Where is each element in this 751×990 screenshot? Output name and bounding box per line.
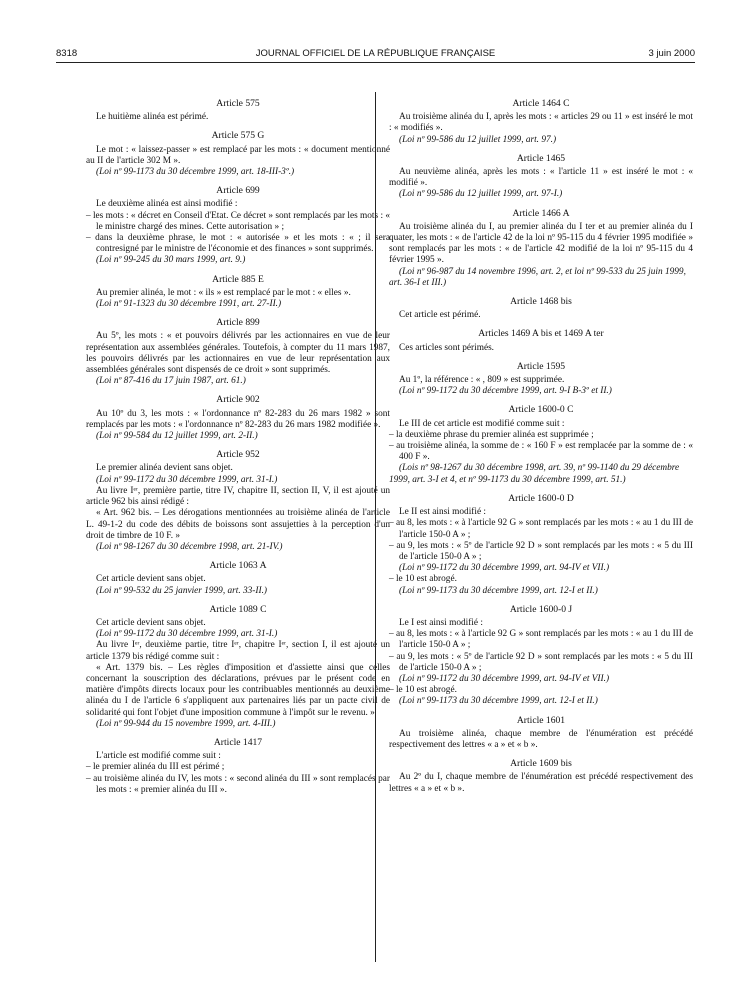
article-title: Article 1468 bis	[510, 296, 572, 308]
legal-reference: (Loi nº 99-584 du 12 juillet 1999, art. 2-II.)	[96, 431, 258, 442]
column-divider	[375, 92, 376, 962]
paragraph: Au premier alinéa, le mot : « ils » est remplacé par le mot : « elles ».	[96, 287, 351, 298]
right-column	[389, 98, 693, 802]
article-section	[86, 274, 390, 311]
article-title: Article 885 E	[212, 273, 264, 285]
article-title: Article 1600-0 C	[508, 404, 574, 416]
list-item: – le 10 est abrogé.	[389, 685, 457, 696]
left-column	[86, 98, 390, 803]
article-title: Article 952	[216, 449, 260, 461]
legal-reference: (Loi nº 99-532 du 25 janvier 1999, art. 33-II.)	[96, 585, 267, 596]
list-item: – le 10 est abrogé.	[389, 574, 457, 585]
list-item: – au troisième alinéa du IV, les mots : « second alinéa du III » sont remplacés par les mots : « premier alinéa du III ».	[86, 773, 390, 795]
article-title: Article 575	[216, 98, 260, 109]
list-item: – au 9, les mots : « 5º de l'article 92 D » sont remplacés par les mots : « 5 du III de l'article 150-0 A » ;	[389, 651, 693, 673]
article-title: Article 1600-0 J	[509, 603, 573, 615]
article-section	[86, 185, 390, 266]
article-section	[389, 208, 693, 289]
list-item: – la deuxième phrase du premier alinéa est supprimée ;	[389, 429, 594, 440]
article-section	[86, 394, 390, 442]
article-title: Article 575 G	[211, 130, 265, 142]
article-title: Article 899	[216, 317, 260, 329]
legal-reference: (Loi nº 99-586 du 12 juillet 1999, art. 97.)	[399, 134, 557, 145]
legal-reference: (Loi nº 99-1173 du 30 décembre 1999, art. 12-I et II.)	[399, 696, 598, 707]
article-title: Article 1417	[213, 736, 263, 748]
paragraph: Le II est ainsi modifié :	[399, 507, 487, 518]
article-title: Article 1063 A	[209, 560, 267, 572]
list-item: – dans la deuxième phrase, le mot : « autorisée » et les mots : « ; il sera contresigné par le ministre de l'économie et des finances » sont supprimés.	[86, 233, 390, 255]
article-section	[389, 404, 693, 485]
paragraph: Le I est ainsi modifié :	[399, 617, 483, 628]
article-title: Articles 1469 A bis et 1469 A ter	[478, 328, 604, 340]
paragraph: Au 5º, les mots : « et pouvoirs délivrés par les actionnaires en vue de leur représentation aux assemblées générales. Toutefois, à compter du 11 mars 1987, les pouvoirs délivrés par les actionnaires en vue de leur représentation aux assemblées générales sont dispensés de ce droit » sont supprimés.	[86, 331, 390, 376]
legal-reference: (Loi nº 91-1323 du 30 décembre 1991, art. 27-II.)	[96, 299, 282, 310]
paragraph: Cet article devient sans objet.	[96, 574, 206, 585]
list-item: – le premier alinéa du III est périmé ;	[86, 762, 225, 773]
paragraph: Le III de cet article est modifié comme suit :	[399, 418, 565, 429]
article-section	[389, 153, 693, 201]
paragraph: Au 1º, la référence : « , 809 » est supprimée.	[399, 375, 565, 386]
list-item: – au troisième alinéa, la somme de : « 160 F » est remplacée par la somme de : « 400 F ».	[389, 441, 693, 463]
article-title: Article 1466 A	[512, 207, 570, 219]
article-section	[86, 317, 390, 387]
paragraph: Le mot : « laissez-passer » est remplacé par les mots : « document mentionné au II de l'article 302 M ».	[86, 144, 390, 166]
article-section	[389, 604, 693, 708]
article-section	[86, 98, 390, 123]
paragraph: Ces articles sont périmés.	[399, 342, 495, 353]
paragraph: « Art. 962 bis. – Les dérogations mentionnées au troisième alinéa de l'article L. 49-1-2 du code des débits de boissons sont assujetties à la perception d'un droit de timbre de 10 F. »	[86, 508, 390, 541]
paragraph: Au troisième alinéa du I, après les mots : « articles 29 ou 11 » est inséré le mot : « modifiés ».	[389, 112, 693, 134]
article-section	[86, 130, 390, 178]
article-section	[389, 98, 693, 146]
article-title: Article 1464 C	[512, 98, 570, 109]
legal-reference: (Loi nº 99-1172 du 30 décembre 1999, art. 31-I.)	[96, 474, 278, 485]
paragraph: Au livre Iᵉʳ, première partie, titre IV, chapitre II, section II, V, il est ajouté un article 962 bis ainsi rédigé :	[86, 485, 390, 508]
article-title: Article 1595	[516, 360, 566, 372]
article-section	[86, 449, 390, 553]
publication-date: 3 juin 2000	[648, 48, 695, 59]
legal-reference: (Loi nº 99-586 du 12 juillet 1999, art. 97-I.)	[399, 189, 563, 200]
article-title: Article 1600-0 D	[508, 492, 574, 504]
page-number: 8318	[56, 48, 78, 59]
article-section	[389, 361, 693, 398]
article-section	[389, 758, 693, 795]
paragraph: Au troisième alinéa, chaque membre de l'énumération est précédé respectivement des lettres « a » et « b ».	[389, 728, 693, 750]
article-section	[86, 560, 390, 597]
list-item: – au 8, les mots : « à l'article 92 G » sont remplacés par les mots : « au 1 du III de l'article 150-0 A » ;	[389, 629, 693, 651]
paragraph: Au 10º du 3, les mots : « l'ordonnance nº 82-283 du 26 mars 1982 » sont remplacés par les mots : « l'ordonnance nº 82-283 du 26 mars 1982 modifiée ».	[86, 408, 390, 430]
article-title: Article 902	[216, 394, 260, 406]
legal-reference: (Loi nº 99-944 du 15 novembre 1999, art. 4-III.)	[96, 718, 276, 729]
paragraph: Cet article devient sans objet.	[96, 617, 206, 628]
legal-reference: (Loi nº 99-1172 du 30 décembre 1999, art. 94-IV et VII.)	[399, 673, 610, 684]
legal-reference: (Lois nº 98-1267 du 30 décembre 1998, art. 39, nº 99-1140 du 29 décembre 1999, art. 3-I et 4, et nº 99-1173 du 30 décembre 1999, art. 51.)	[389, 463, 680, 485]
legal-reference: (Loi nº 96-987 du 14 novembre 1996, art. 2, et loi nº 99-533 du 25 juin 1999, art. 36-I et III.)	[389, 266, 686, 288]
article-section	[389, 296, 693, 321]
legal-reference: (Loi nº 99-1172 du 30 décembre 1999, art. 31-I.)	[96, 629, 278, 640]
article-section	[86, 604, 390, 730]
list-item: – au 9, les mots : « 5º de l'article 92 D » sont remplacés par les mots : « 5 du III de l'article 150-0 A » ;	[389, 540, 693, 562]
article-section	[86, 737, 390, 796]
paragraph: L'article est modifié comme suit :	[96, 751, 221, 762]
legal-reference: (Loi nº 99-1172 du 30 décembre 1999, art. 94-IV et VII.)	[399, 563, 610, 574]
paragraph: Au 2º du I, chaque membre de l'énumération est précédé respectivement des lettres « a » et « b ».	[389, 772, 693, 794]
journal-title: JOURNAL OFFICIEL DE LA RÉPUBLIQUE FRANÇAISE	[255, 48, 496, 59]
legal-reference: (Loi nº 99-1173 du 30 décembre 1999, art. 12-I et II.)	[399, 585, 598, 596]
paragraph: Le premier alinéa devient sans objet.	[96, 463, 233, 474]
legal-reference: (Loi nº 99-1173 du 30 décembre 1999, art. 18-III-3º.)	[96, 167, 295, 178]
article-title: Article 1465	[516, 152, 566, 164]
paragraph: « Art. 1379 bis. – Les règles d'imposition et d'assiette ainsi que celles concernant la souscription des déclarations, prévues par le présent code en matière d'impôts directs locaux pour les contribuables mentionnés au deuxième alinéa du I de l'article 6 s'appliquent aux partenaires liés par un pacte civil de solidarité qui font l'objet d'une imposition commune à l'impôt sur le revenu. »	[86, 662, 390, 718]
article-title: Article 1089 C	[209, 603, 267, 615]
paragraph: Le huitième alinéa est périmé.	[96, 112, 209, 123]
page-header	[56, 48, 695, 63]
article-title: Article 699	[216, 185, 260, 197]
paragraph: Au troisième alinéa du I, au premier alinéa du I ter et au premier alinéa du I quater, les mots : « de l'article 42 de la loi nº 95-115 du 4 février 1995 modifiée » sont remplacés par les mots : « de l'article 42 modifié de la loi nº 95-115 du 4 février 1995 ».	[389, 221, 693, 266]
paragraph: Au livre Iᵉʳ, deuxième partie, titre Iᵉʳ, chapitre Iᵉʳ, section I, il est ajouté un article 1379 bis rédigé comme suit :	[86, 640, 390, 662]
list-item: – les mots : « décret en Conseil d'Etat. Ce décret » sont remplacés par les mots : « le ministre chargé des mines. Cette autorisation » ;	[86, 210, 391, 232]
article-section	[389, 493, 693, 597]
article-title: Article 1609 bis	[510, 758, 572, 770]
article-section	[389, 715, 693, 752]
paragraph: Au neuvième alinéa, après les mots : « l'article 11 » est inséré le mot : « modifié ».	[389, 167, 693, 189]
article-section	[389, 328, 693, 353]
legal-reference: (Loi nº 99-245 du 30 mars 1999, art. 9.)	[96, 255, 246, 266]
legal-reference: (Loi nº 87-416 du 17 juin 1987, art. 61.)	[96, 376, 246, 387]
legal-reference: (Loi nº 99-1172 du 30 décembre 1999, art. 9-I B-3º et II.)	[399, 386, 612, 397]
paragraph: Cet article est périmé.	[399, 310, 481, 321]
list-item: – au 8, les mots : « à l'article 92 G » sont remplacés par les mots : « au 1 du III de l'article 150-0 A » ;	[389, 518, 693, 540]
article-title: Article 1601	[516, 714, 566, 726]
legal-reference: (Loi nº 98-1267 du 30 décembre 1998, art. 21-IV.)	[96, 541, 283, 552]
paragraph: Le deuxième alinéa est ainsi modifié :	[96, 199, 238, 210]
